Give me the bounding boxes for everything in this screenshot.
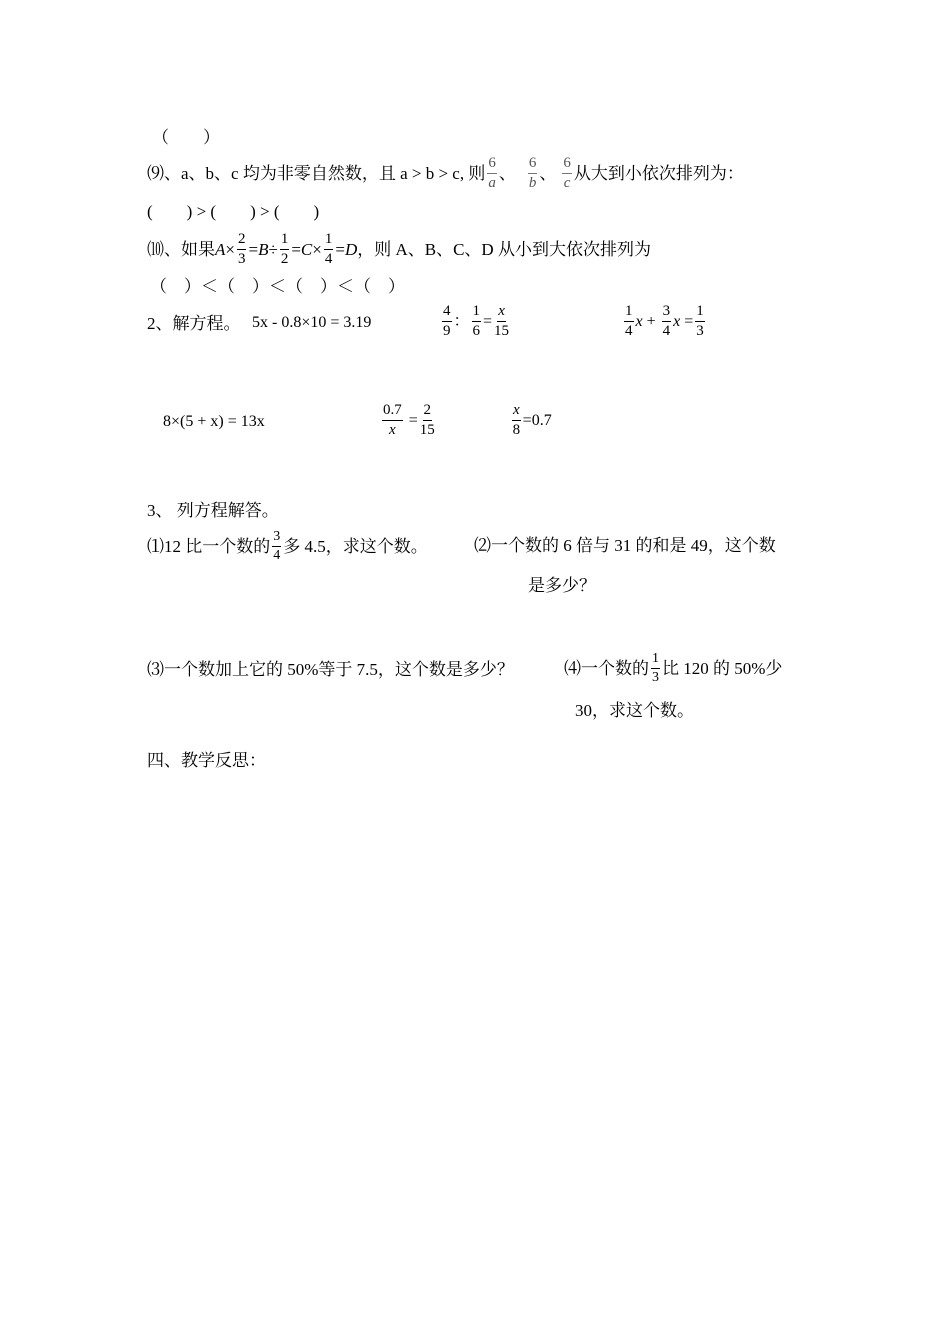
fraction-x-8: $\frac{x}{8}$ (512, 402, 521, 438)
var-d: D (344, 240, 358, 259)
problem-1: ⑴12 比一个数的 $\frac{3}{4}$ 多 4.5，求这个数。 (147, 529, 428, 563)
fraction-0.7-x: $\frac{0.7}{x}$ (383, 402, 402, 438)
problem-4: ⑷一个数的 $\frac{1}{3}$ 比 120 的 50%少 (564, 651, 783, 685)
separator: 、 (498, 164, 516, 183)
problem-4-line-2: 30，求这个数。 (575, 701, 694, 720)
fraction-6-over-c: $\frac{6}{c}$ (563, 155, 571, 191)
problem-2-line-1: ⑵一个数的 6 倍与 31 的和是 49，这个数 (474, 536, 776, 555)
separator: 、 (539, 164, 557, 183)
fraction-3-4: $\frac{3}{4}$ (273, 529, 281, 563)
question-9 (147, 156, 744, 191)
var-a: A (215, 240, 226, 259)
question-10: ⑽、如果 A × $\frac{2}{3}$ = B ÷ $\frac{1}{2}$ = C × $\frac{1}{4}$ = D ，则 A、B、C、D 从小到大依次排列为 (147, 231, 651, 267)
fraction-2-3: $\frac{2}{3}$ (237, 231, 246, 267)
var-b: B (258, 240, 269, 259)
ratio-colon: ： (453, 312, 470, 330)
fraction-1-4: $\frac{1}{4}$ (625, 303, 633, 339)
fraction-1-2: $\frac{1}{2}$ (280, 231, 289, 267)
question-9-prefix: ⑼、a、b、c 均为非零自然数，且 a > b > c, 则 (147, 164, 486, 183)
section-4-title: 四、教学反思： (147, 751, 266, 770)
equation-2: $\frac{4}{9}$ ： $\frac{1}{6}$ = $\frac{x}{15}$ (443, 303, 510, 339)
fraction-4-9: $\frac{4}{9}$ (443, 303, 451, 339)
var-c: C (300, 240, 313, 259)
fraction-1-3: $\frac{1}{3}$ (696, 303, 704, 339)
fraction-1-6: $\frac{1}{6}$ (472, 303, 481, 339)
problem-2-line-2: 是多少？ (528, 576, 596, 595)
problem-3: ⑶一个数加上它的 50%等于 7.5，这个数是多少？ (147, 660, 514, 679)
equation-5: $\frac{0.7}{x}$ = $\frac{2}{15}$ (383, 402, 435, 438)
equation-6: $\frac{x}{8}$ =0.7 (512, 402, 552, 438)
section-2-title: 2、解方程。 (147, 314, 241, 333)
section-3-title: 3、 列方程解答。 (147, 501, 279, 520)
question-10-suffix: ，则 A、B、C、D 从小到大依次排列为 (357, 240, 651, 259)
question-9-blanks: ( ) > ( ) > ( ) (147, 202, 320, 221)
fraction-1-3: $\frac{1}{3}$ (652, 651, 659, 685)
fraction-3-4: $\frac{3}{4}$ (662, 303, 671, 339)
equation-4: 8×(5 + x) = 13x (163, 413, 265, 430)
question-10-blanks: （ ）＜（ ）＜（ ）＜（ ） (150, 277, 405, 296)
question-10-prefix: ⑽、如果 (147, 240, 215, 259)
fraction-1-4: $\frac{1}{4}$ (324, 231, 333, 267)
fraction-x-15: $\frac{x}{15}$ (494, 303, 510, 339)
equation-1: 5x - 0.8×10 = 3.19 (252, 314, 372, 331)
fraction-6-over-a: $\frac{6}{a}$ (488, 155, 496, 191)
answer-blank-top: （ ） (152, 128, 220, 147)
fraction-2-15: $\frac{2}{15}$ (419, 402, 435, 438)
equation-3: $\frac{1}{4}$ x + $\frac{3}{4}$ x = $\frac{1}{3}$ (625, 303, 704, 339)
question-9-suffix: 从大到小依次排列为： (573, 164, 744, 183)
fraction-6-over-b: $\frac{6}{b}$ (528, 155, 537, 191)
